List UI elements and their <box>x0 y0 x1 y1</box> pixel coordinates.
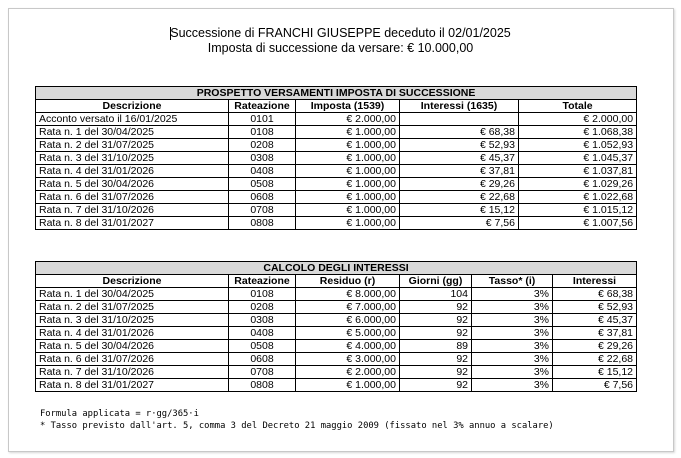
payments-cell: 0508 <box>229 178 296 191</box>
interest-cell: € 68,38 <box>553 288 637 301</box>
payments-header-cell: Descrizione <box>36 100 229 113</box>
interest-cell: 92 <box>400 301 472 314</box>
table-row <box>36 379 637 392</box>
payments-cell: 0308 <box>229 152 296 165</box>
interest-cell: 92 <box>400 366 472 379</box>
interest-cell: € 15,12 <box>553 366 637 379</box>
interest-cell: € 7,56 <box>553 379 637 392</box>
interest-cell: € 6.000,00 <box>296 314 400 327</box>
payments-table <box>35 86 637 230</box>
payments-cell: € 1.000,00 <box>296 217 400 230</box>
interest-cell: € 29,26 <box>553 340 637 353</box>
table-row <box>36 366 637 379</box>
table-row <box>36 301 637 314</box>
payments-cell: € 7,56 <box>400 217 519 230</box>
payments-cell: € 22,68 <box>400 191 519 204</box>
interest-cell: € 8.000,00 <box>296 288 400 301</box>
interest-cell: 3% <box>472 288 553 301</box>
payments-cell: Acconto versato il 16/01/2025 <box>36 113 229 126</box>
payments-cell: Rata n. 8 del 31/01/2027 <box>36 217 229 230</box>
payments-table-caption: PROSPETTO VERSAMENTI IMPOSTA DI SUCCESSIONE <box>36 87 637 100</box>
interest-cell: 89 <box>400 340 472 353</box>
payments-cell: € 45,37 <box>400 152 519 165</box>
interest-cell: 0708 <box>229 366 296 379</box>
interest-cell: 92 <box>400 353 472 366</box>
interest-cell: 92 <box>400 314 472 327</box>
payments-cell: Rata n. 6 del 31/07/2026 <box>36 191 229 204</box>
payments-cell: € 1.000,00 <box>296 139 400 152</box>
interest-cell: € 2.000,00 <box>296 366 400 379</box>
document-title: Successione di FRANCHI GIUSEPPE deceduto il 02/01/2025 <box>170 26 511 40</box>
payments-table-body <box>36 113 637 230</box>
payments-cell: € 1.000,00 <box>296 191 400 204</box>
interest-cell: 3% <box>472 301 553 314</box>
payments-cell: € 1.000,00 <box>296 126 400 139</box>
interest-cell: € 7.000,00 <box>296 301 400 314</box>
interest-cell: € 37,81 <box>553 327 637 340</box>
payments-cell: € 1.052,93 <box>519 139 637 152</box>
payments-cell: € 1.015,12 <box>519 204 637 217</box>
payments-cell: 0108 <box>229 126 296 139</box>
payments-header-cell: Totale <box>519 100 637 113</box>
payments-header-cell: Rateazione <box>229 100 296 113</box>
payments-cell: € 2.000,00 <box>296 113 400 126</box>
payments-cell: 0608 <box>229 191 296 204</box>
payments-cell: € 1.022,68 <box>519 191 637 204</box>
interest-cell: 3% <box>472 379 553 392</box>
interest-cell: Rata n. 1 del 30/04/2025 <box>36 288 229 301</box>
table-row <box>36 113 637 126</box>
interest-cell: 0108 <box>229 288 296 301</box>
tax-amount-line: Imposta di successione da versare: € 10.000,00 <box>207 41 474 55</box>
interest-cell: Rata n. 6 del 31/07/2026 <box>36 353 229 366</box>
table-row <box>36 139 637 152</box>
interest-table <box>35 261 637 392</box>
interest-cell: 92 <box>400 327 472 340</box>
payments-cell: € 1.000,00 <box>296 178 400 191</box>
interest-cell: Rata n. 2 del 31/07/2025 <box>36 301 229 314</box>
payments-cell: € 1.000,00 <box>296 152 400 165</box>
rate-footnote: * Tasso previsto dall'art. 5, comma 3 del Decreto 21 maggio 2009 (fissato nel 3% annuo a scalare) <box>40 421 554 431</box>
payments-cell: € 52,93 <box>400 139 519 152</box>
payments-cell: 0208 <box>229 139 296 152</box>
interest-header-cell: Tasso* (i) <box>472 275 553 288</box>
payments-cell <box>400 113 519 126</box>
payments-cell: Rata n. 5 del 30/04/2026 <box>36 178 229 191</box>
table-row <box>36 165 637 178</box>
interest-cell: € 22,68 <box>553 353 637 366</box>
interest-cell: 3% <box>472 366 553 379</box>
payments-cell: Rata n. 1 del 30/04/2025 <box>36 126 229 139</box>
payments-cell: € 1.037,81 <box>519 165 637 178</box>
interest-cell: € 4.000,00 <box>296 340 400 353</box>
interest-table-header <box>36 275 637 288</box>
interest-cell: Rata n. 3 del 31/10/2025 <box>36 314 229 327</box>
table-row <box>36 217 637 230</box>
interest-cell: 0208 <box>229 301 296 314</box>
payments-cell: € 29,26 <box>400 178 519 191</box>
interest-cell: Rata n. 5 del 30/04/2026 <box>36 340 229 353</box>
payments-cell: € 1.007,56 <box>519 217 637 230</box>
interest-cell: € 52,93 <box>553 301 637 314</box>
interest-cell: € 5.000,00 <box>296 327 400 340</box>
payments-cell: 0408 <box>229 165 296 178</box>
interest-cell: 3% <box>472 327 553 340</box>
interest-header-cell: Giorni (gg) <box>400 275 472 288</box>
payments-cell: € 1.000,00 <box>296 165 400 178</box>
payments-cell: Rata n. 3 del 31/10/2025 <box>36 152 229 165</box>
payments-cell: Rata n. 2 del 31/07/2025 <box>36 139 229 152</box>
payments-cell: 0708 <box>229 204 296 217</box>
interest-cell: 0308 <box>229 314 296 327</box>
payments-cell: € 1.000,00 <box>296 204 400 217</box>
formula-note: Formula applicata = r·gg/365·i <box>40 409 199 419</box>
table-row <box>36 152 637 165</box>
payments-cell: € 1.029,26 <box>519 178 637 191</box>
interest-header-cell: Residuo (r) <box>296 275 400 288</box>
table-row <box>36 191 637 204</box>
table-row <box>36 314 637 327</box>
interest-cell: Rata n. 4 del 31/01/2026 <box>36 327 229 340</box>
table-row <box>36 126 637 139</box>
payments-cell: 0101 <box>229 113 296 126</box>
interest-cell: € 1.000,00 <box>296 379 400 392</box>
interest-cell: Rata n. 7 del 31/10/2026 <box>36 366 229 379</box>
interest-cell: 0608 <box>229 353 296 366</box>
payments-header-cell: Imposta (1539) <box>296 100 400 113</box>
interest-cell: 0508 <box>229 340 296 353</box>
interest-cell: € 3.000,00 <box>296 353 400 366</box>
payments-cell: € 15,12 <box>400 204 519 217</box>
payments-cell: € 68,38 <box>400 126 519 139</box>
interest-header-cell: Interessi <box>553 275 637 288</box>
payments-cell: 0808 <box>229 217 296 230</box>
table-row <box>36 340 637 353</box>
interest-cell: 3% <box>472 314 553 327</box>
table-row <box>36 353 637 366</box>
payments-cell: Rata n. 4 del 31/01/2026 <box>36 165 229 178</box>
payments-cell: € 1.045,37 <box>519 152 637 165</box>
payments-table-header <box>36 100 637 113</box>
interest-header-cell: Descrizione <box>36 275 229 288</box>
table-row <box>36 204 637 217</box>
table-row <box>36 288 637 301</box>
interest-cell: 0808 <box>229 379 296 392</box>
payments-cell: Rata n. 7 del 31/10/2026 <box>36 204 229 217</box>
interest-cell: € 45,37 <box>553 314 637 327</box>
interest-table-body <box>36 288 637 392</box>
payments-header-cell: Interessi (1635) <box>400 100 519 113</box>
interest-cell: 104 <box>400 288 472 301</box>
interest-table-caption: CALCOLO DEGLI INTERESSI <box>36 262 637 275</box>
payments-cell: € 2.000,00 <box>519 113 637 126</box>
interest-cell: 0408 <box>229 327 296 340</box>
table-row <box>36 178 637 191</box>
payments-cell: € 37,81 <box>400 165 519 178</box>
table-row <box>36 327 637 340</box>
interest-cell: 92 <box>400 379 472 392</box>
interest-cell: Rata n. 8 del 31/01/2027 <box>36 379 229 392</box>
interest-cell: 3% <box>472 340 553 353</box>
interest-cell: 3% <box>472 353 553 366</box>
interest-header-cell: Rateazione <box>229 275 296 288</box>
payments-cell: € 1.068,38 <box>519 126 637 139</box>
